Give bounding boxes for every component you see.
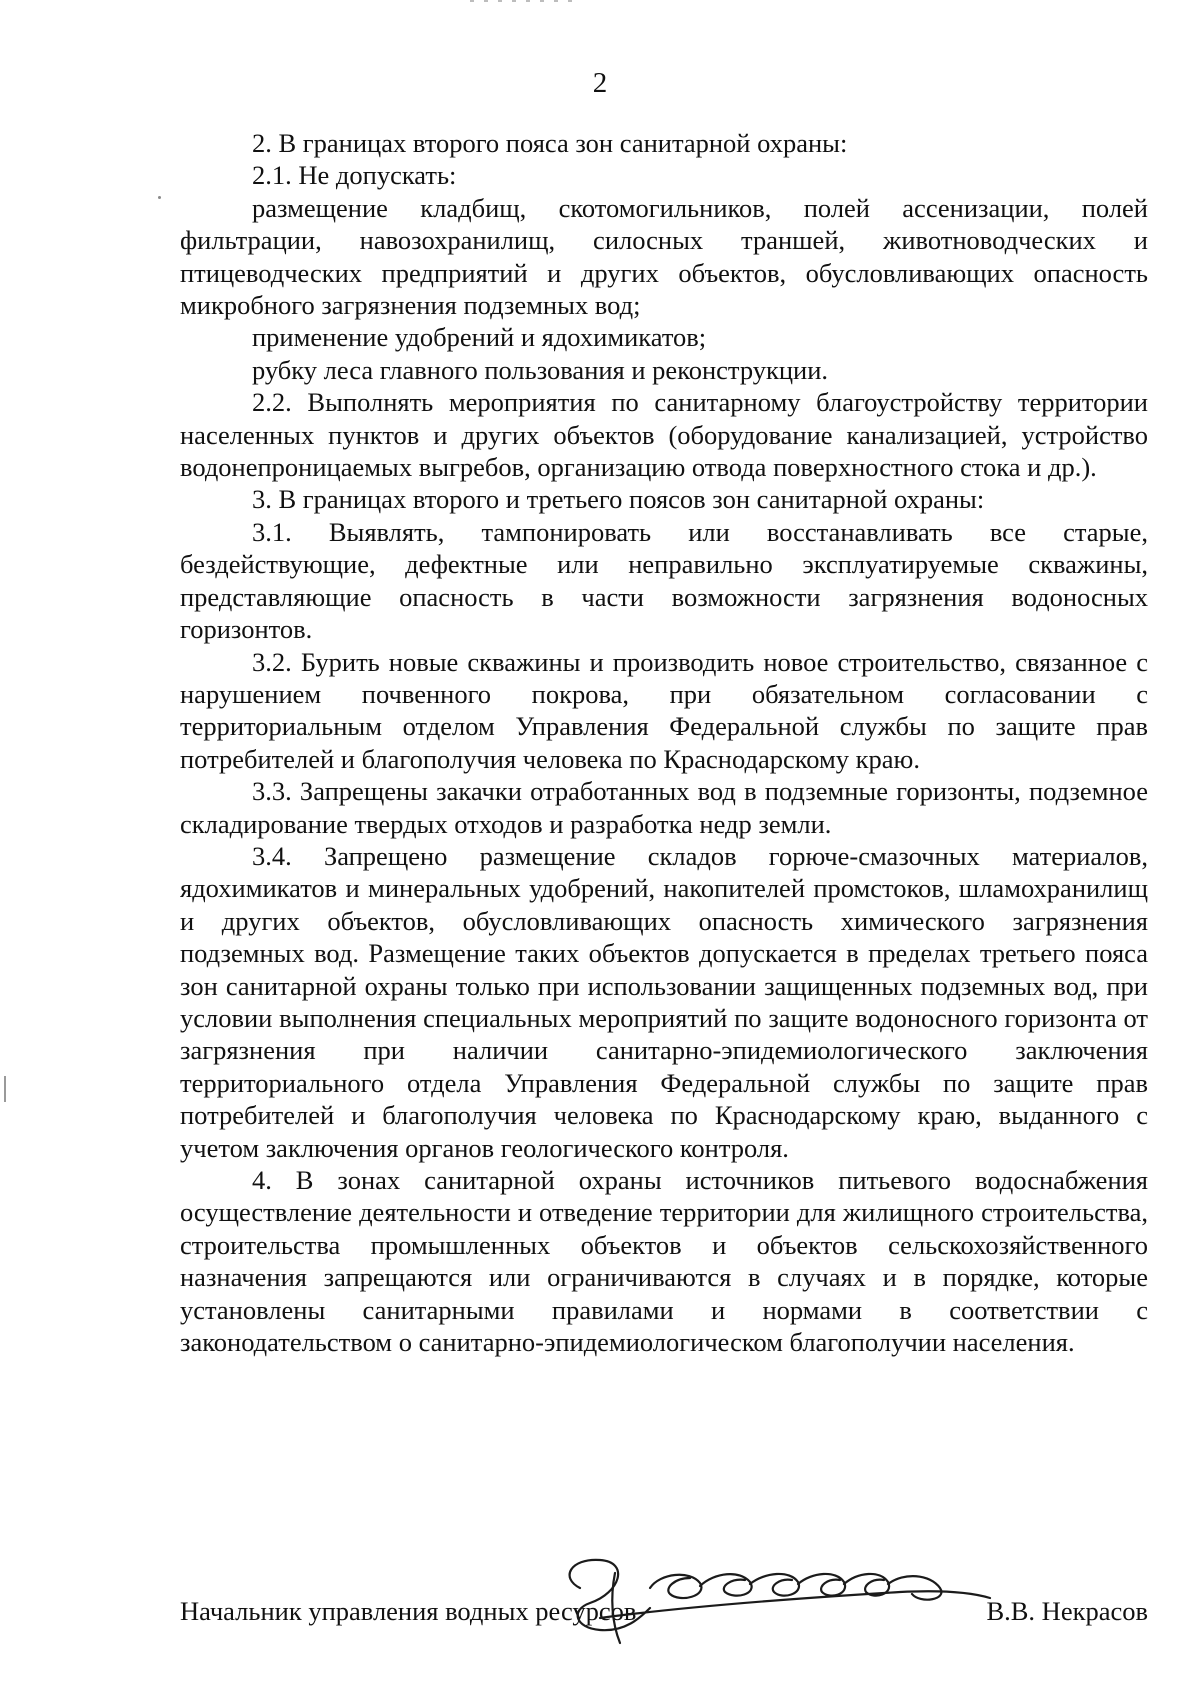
paragraph-3-heading: 3. В границах второго и третьего поясов зон санитарной охраны: (252, 484, 985, 515)
paragraph-2-1-heading: 2.1. Не допускать: (252, 160, 457, 191)
paragraph-2-1-item-fertilizers: применение удобрений и ядохимикатов; (252, 322, 707, 353)
signatory-name: В.В. Некрасов (986, 1596, 1148, 1626)
scan-artifact-dot (158, 196, 161, 199)
paragraph-2-heading: 2. В границах второго пояса зон санитарной охраны: (252, 128, 848, 158)
signature-block (180, 1594, 1148, 1634)
paragraph-2-1-item-placement: размещение кладбищ, скотомогильников, полей ассенизации, полей фильтрации, навозохранилищ, силосных траншей, животноводческих и птицеводческих предприятий и других объектов, обусловливающих опасность микробного загрязнения подземных вод; (180, 192, 1148, 321)
paragraph-3-2: 3.2. Бурить новые скважины и производить новое строительство, связанное с нарушением почвенного покрова, при обязательном согласовании с территориальным отделом Управления Федеральной службы по защите прав потребителей и благополучия человека по Краснодарскому краю. (180, 646, 1148, 774)
signatory-title: Начальник управления водных ресурсов (180, 1596, 637, 1626)
scan-artifact-margin-mark (4, 1076, 6, 1102)
page-number: 2 (592, 67, 608, 99)
document-body (180, 127, 1148, 1358)
paragraph-3-4: 3.4. Запрещено размещение складов горюче-смазочных материалов, ядохимикатов и минеральных удобрений, накопителей промстоков, шламохранилищ и других объектов, обусловливающих опасность химического загрязнения подземных вод. Размещение таких объектов допускается в пределах третьего пояса зон санитарной охраны только при использовании защищенных подземных вод, при условии выполнения специальных мероприятий по защите водоносного горизонта от загрязнения при наличии санитарно-эпидемиологического заключения территориального отдела Управления Федеральной службы по защите прав потребителей и благополучия человека по Краснодарскому краю, выданного с учетом заключения органов геологического контроля. (180, 840, 1148, 1163)
paragraph-4: 4. В зонах санитарной охраны источников питьевого водоснабжения осуществление деятельности и отведение территории для жилищного строительства, строительства промышленных объектов и объектов сельскохозяйственного назначения запрещаются или ограничиваются в случаях и в порядке, которые установлены санитарными правилами и нормами в соответствии с законодательством о санитарно-эпидемиологическом благополучии населения. (180, 1165, 1148, 1358)
paragraph-3-1: 3.1. Выявлять, тампонировать или восстанавливать все старые, бездействующие, дефектные или неправильно эксплуатируемые скважины, представляющие опасность в части возможности загрязнения водоносных горизонтов. (180, 516, 1148, 645)
paragraph-2-1-item-logging: рубку леса главного пользования и реконструкции. (252, 354, 829, 385)
paragraph-2-2: 2.2. Выполнять мероприятия по санитарному благоустройству территории населенных пунктов и других объектов (оборудование канализацией, устройство водонепроницаемых выгребов, организацию отвода поверхностного стока и др.). (180, 387, 1148, 483)
paragraph-3-3: 3.3. Запрещены закачки отработанных вод в подземные горизонты, подземное складирование твердых отходов и разработка недр земли. (180, 776, 1148, 839)
scan-artifact-top (470, 0, 580, 2)
